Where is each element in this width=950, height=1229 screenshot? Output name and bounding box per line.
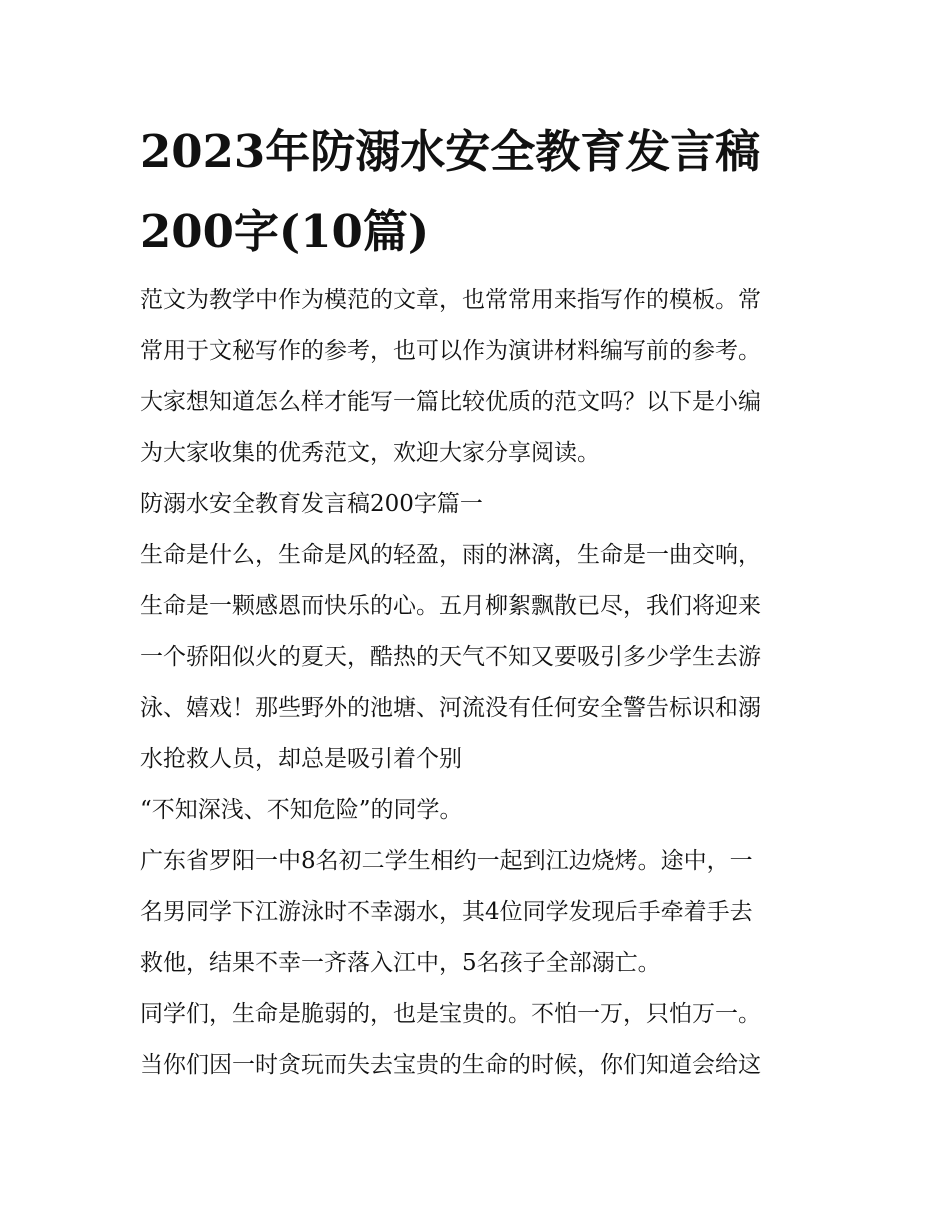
body-line: 名男同学下江游泳时不幸溺水，其4位同学发现后手牵着手去 (140, 899, 753, 925)
body-line: 为大家收集的优秀范文，欢迎大家分享阅读。 (140, 440, 600, 466)
body-line: 范文为教学中作为模范的文章，也常常用来指写作的模板。常 (140, 287, 761, 313)
document-title (140, 112, 820, 272)
document-body (140, 275, 812, 1091)
body-line: 大家想知道怎么样才能写一篇比较优质的范文吗？以下是小编 (140, 389, 761, 415)
title-line-1: 2023年防溺水安全教育发言稿 (140, 125, 761, 178)
section-heading: 防溺水安全教育发言稿200字篇一 (140, 491, 483, 517)
body-line: 当你们因一时贪玩而失去宝贵的生命的时候，你们知道会给这 (140, 1052, 761, 1078)
body-line: 救他，结果不幸一齐落入江中，5名孩子全部溺亡。 (140, 950, 661, 976)
body-line: 泳、嬉戏！那些野外的池塘、河流没有任何安全警告标识和溺 (140, 695, 761, 721)
body-line: 同学们，生命是脆弱的，也是宝贵的。不怕一万，只怕万一。 (140, 1001, 761, 1027)
title-line-2: 200字(10篇) (140, 205, 430, 258)
body-line: 常用于文秘写作的参考，也可以作为演讲材料编写前的参考。 (140, 338, 761, 364)
body-line: 广东省罗阳一中8名初二学生相约一起到江边烧烤。途中，一 (140, 848, 753, 874)
body-line: 生命是一颗感恩而快乐的心。五月柳絮飘散已尽，我们将迎来 (140, 593, 761, 619)
body-line: “不知深浅、不知危险”的同学。 (140, 797, 463, 823)
body-line: 水抢救人员，却总是吸引着个别 (140, 746, 462, 772)
body-line: 生命是什么，生命是风的轻盈，雨的淋漓，生命是一曲交响， (140, 542, 761, 568)
body-line: 一个骄阳似火的夏天，酷热的天气不知又要吸引多少学生去游 (140, 644, 761, 670)
